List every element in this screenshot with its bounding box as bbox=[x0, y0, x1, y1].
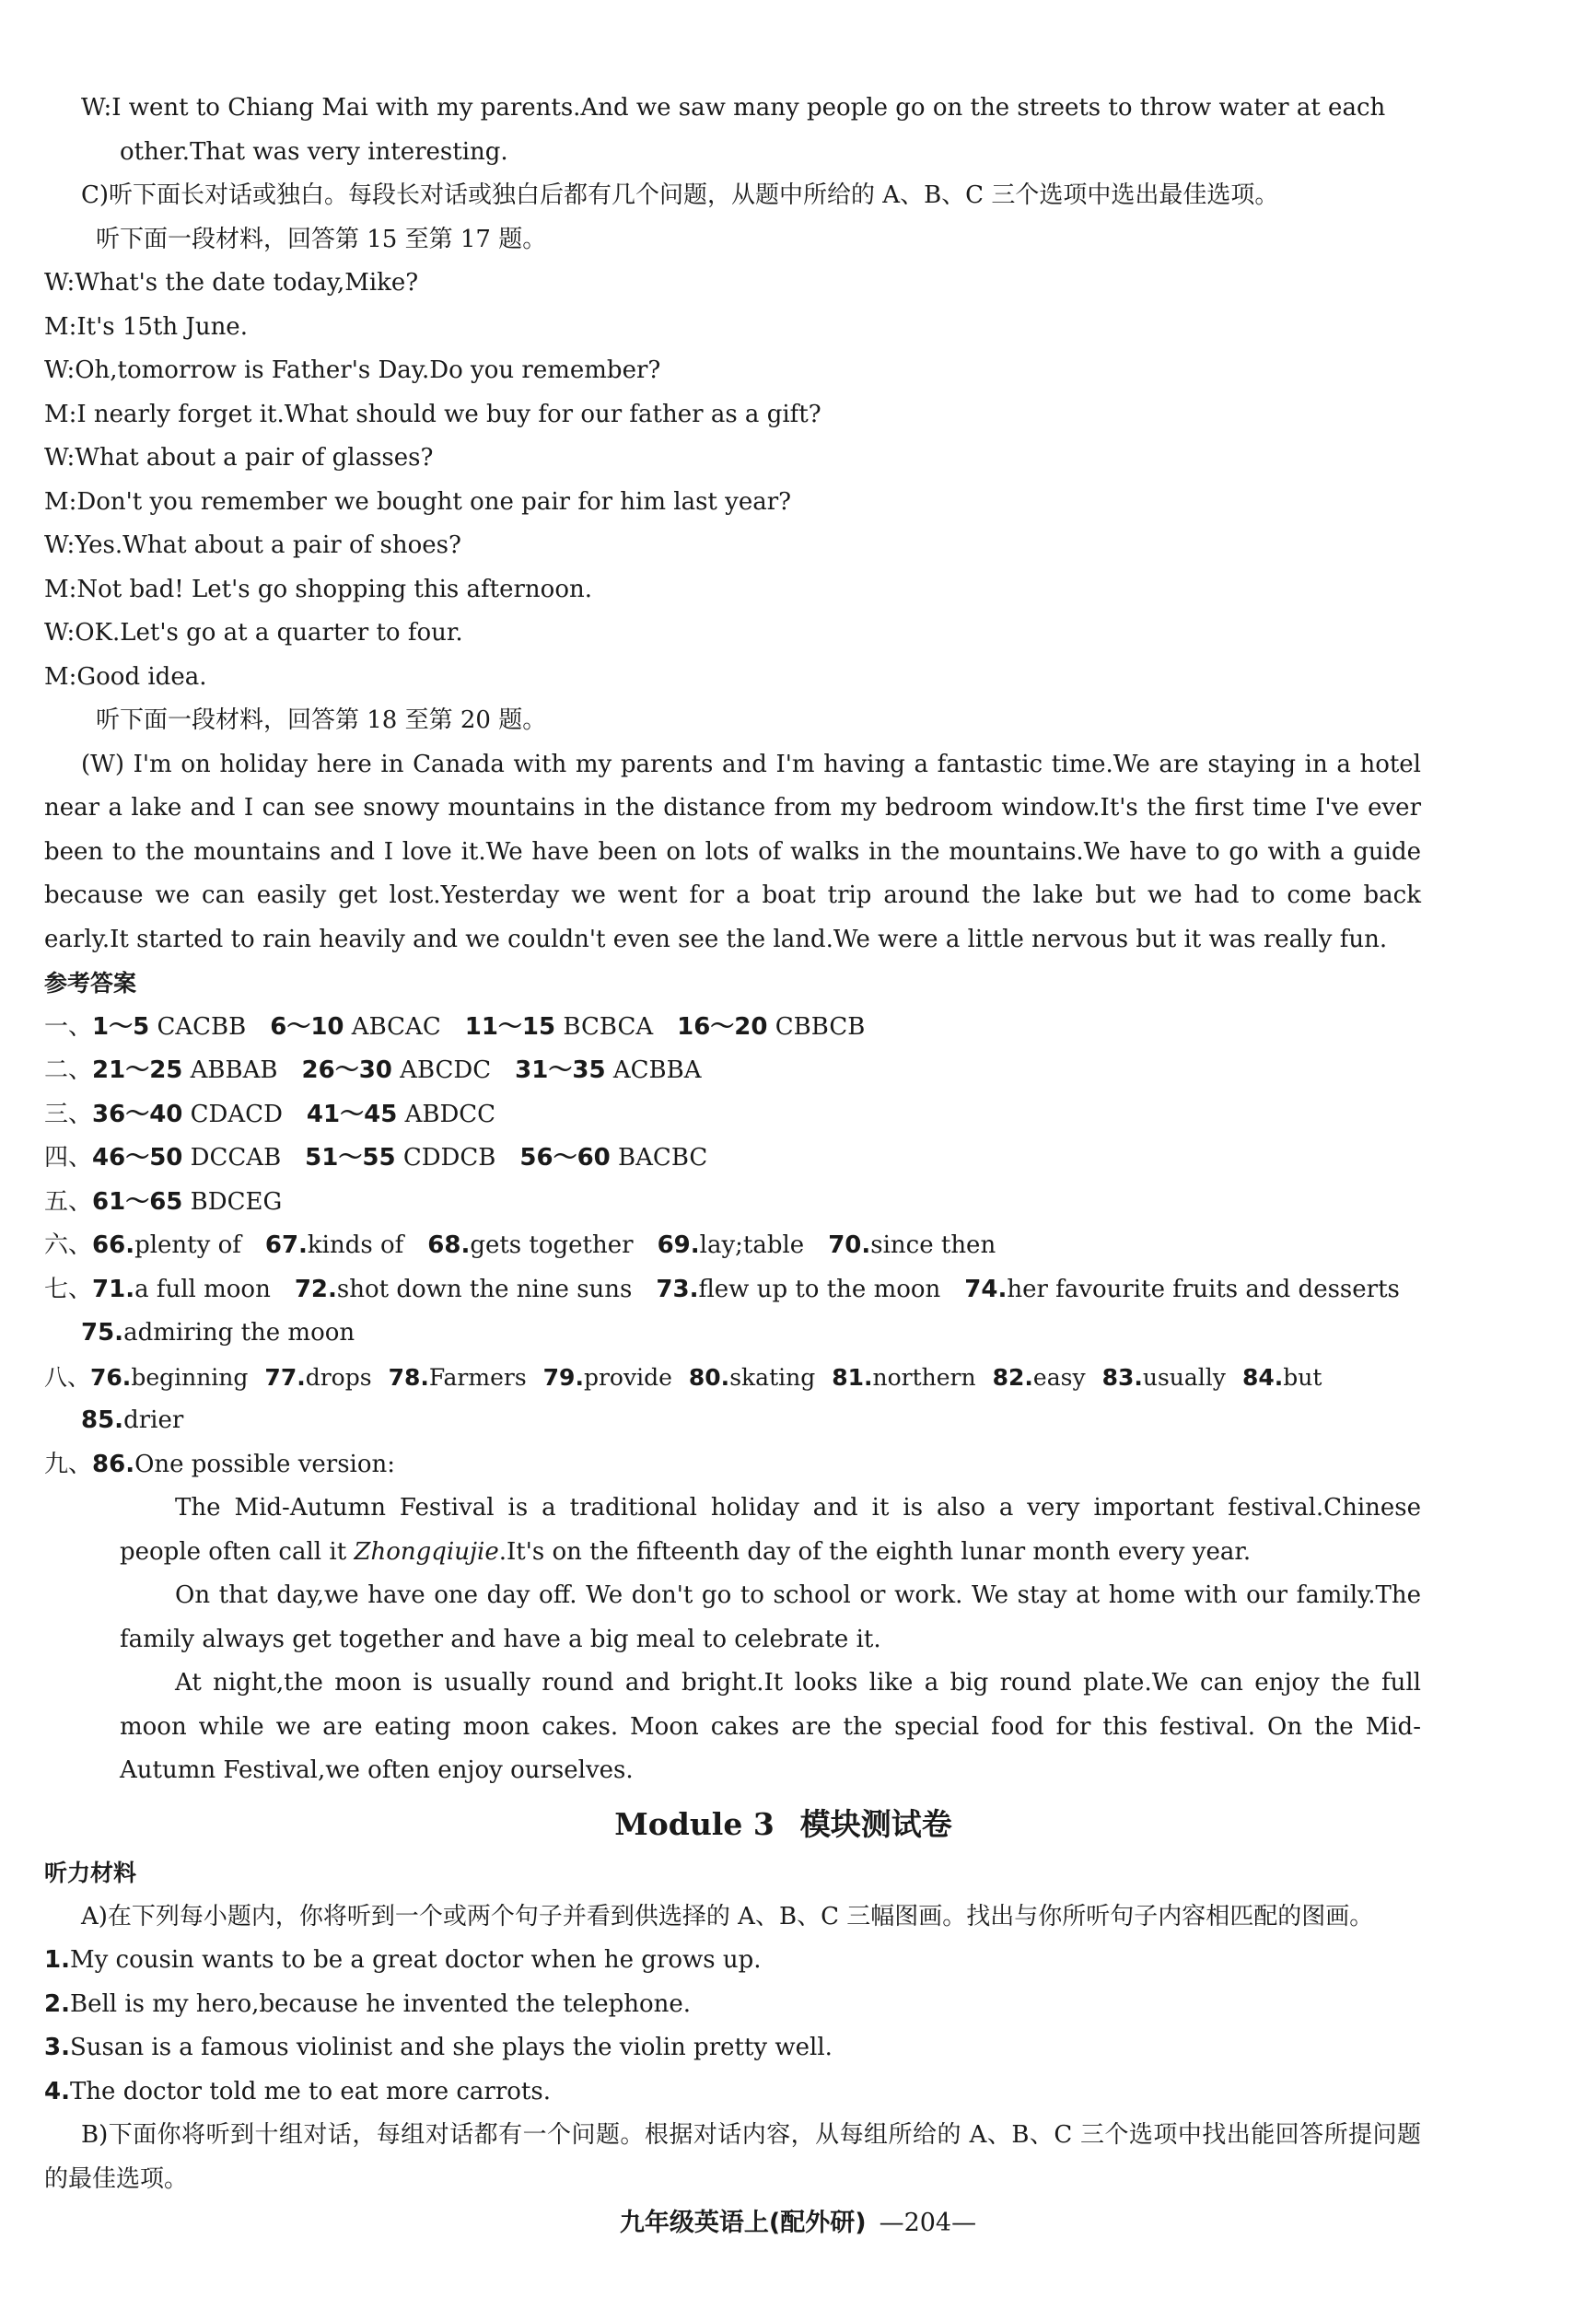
material2-intro: 听下面一段材料，回答第 18 至第 20 题。 bbox=[96, 706, 547, 734]
dialogue-line: M:I nearly forget it.What should we buy for our father as a gift? bbox=[44, 400, 821, 428]
list-item: 1.My cousin wants to be a great doctor when he grows up. bbox=[44, 1946, 762, 1974]
listening-heading: 听力材料 bbox=[44, 1860, 137, 1886]
dialogue-line: W:What about a pair of glasses? bbox=[44, 444, 434, 472]
dialogue-line: W:Yes.What about a pair of shoes? bbox=[44, 531, 461, 559]
material1-dialogue bbox=[44, 262, 1421, 699]
essay bbox=[44, 1487, 1421, 1793]
answer-row-6: 六、66.plenty of 67.kinds of 68.gets together 69.lay;table 70.since then bbox=[44, 1231, 996, 1259]
dialogue-line: W:I went to Chiang Mai with my parents.And we saw many people go on the streets to throw water at each bbox=[81, 94, 1386, 122]
list-item: 3.Susan is a famous violinist and she plays the violin pretty well. bbox=[44, 2034, 833, 2061]
material1-intro: 听下面一段材料，回答第 15 至第 17 题。 bbox=[96, 225, 547, 253]
essay-paragraph-2: On that day,we have one day off. We don't go to school or work. We stay at home with our family.The family always get together and have a big meal to celebrate it. bbox=[120, 1581, 1421, 1653]
answer-row-8: 八、76.beginning 77.drops 78.Farmers 79.provide 80.skating 81.northern 82.easy 83.usually 84.but bbox=[44, 1363, 1322, 1391]
dialogue-line: M:Not bad! Let's go shopping this afternoon. bbox=[44, 575, 592, 603]
answer-row-1: 一、1～5 CACBB 6～10 ABCAC 11～15 BCBCA 16～20 CBBCB bbox=[44, 1012, 866, 1041]
answer-row-5: 五、61～65 BDCEG bbox=[44, 1187, 283, 1216]
page-number: —204— bbox=[879, 2209, 977, 2237]
dialogue-line: W:Oh,tomorrow is Father's Day.Do you remember? bbox=[44, 356, 661, 384]
dialogue-line: W:OK.Let's go at a quarter to four. bbox=[44, 619, 463, 647]
answer-row-7-cont: 75.admiring the moon bbox=[81, 1319, 355, 1347]
answer-row-9: 九、86.One possible version: bbox=[44, 1450, 396, 1478]
answers-heading: 参考答案 bbox=[44, 970, 137, 997]
answer-row-7: 七、71.a full moon 72.shot down the nine suns 73.flew up to the moon 74.her favourite fruits and desserts bbox=[44, 1275, 1400, 1303]
dialogue-line: M:It's 15th June. bbox=[44, 312, 248, 341]
essay-paragraph-1: The Mid-Autumn Festival is a traditional holiday and it is also a very important festival.Chinese people often call it Zhongqiujie.It's on the fifteenth day of the eighth lunar month every year. bbox=[120, 1494, 1421, 1566]
module-title: Module 3 模块测试卷 bbox=[614, 1805, 952, 1842]
answer-row-3: 三、36～40 CDACD 41～45 ABDCC bbox=[44, 1100, 496, 1128]
answer-row-2: 二、21～25 ABBAB 26～30 ABCDC 31～35 ACBBA bbox=[44, 1056, 702, 1084]
footer-label: 九年级英语上(配外研) bbox=[619, 2209, 867, 2237]
section-a-instruction: A)在下列每小题内，你将听到一个或两个句子并看到供选择的 A、B、C 三幅图画。找出与你所听句子内容相匹配的图画。 bbox=[81, 1902, 1374, 1930]
dialogue-line: W:What's the date today,Mike? bbox=[44, 269, 419, 297]
dialogue-line: other.That was very interesting. bbox=[120, 137, 508, 166]
answer-row-4: 四、46～50 DCCAB 51～55 CDDCB 56～60 BACBC bbox=[44, 1144, 708, 1172]
dialogue-line: M:Good idea. bbox=[44, 662, 207, 691]
answer-row-8-cont: 85.drier bbox=[81, 1406, 184, 1434]
section-b-instruction: B)下面你将听到十组对话，每组对话都有一个问题。根据对话内容，从每组所给的 A、B、C 三个选项中找出能回答所提问题的最佳选项。 bbox=[44, 2121, 1421, 2193]
section-c-instruction: C)听下面长对话或独白。每段长对话或独白后都有几个问题，从题中所给的 A、B、C 三个选项中选出最佳选项。 bbox=[81, 181, 1279, 209]
dialogue-line: M:Don't you remember we bought one pair for him last year? bbox=[44, 487, 792, 516]
list-item: 4.The doctor told me to eat more carrots. bbox=[44, 2077, 551, 2105]
material2-monologue: (W) I'm on holiday here in Canada with my parents and I'm having a fantastic time.We are staying in a hotel near a lake and I can see snowy mountains in the distance from my bedroom window.It's the first time I've ever been to the mountains and I love it.We have been on lots of walks in the mountains.We have to go with a guide because we can easily get lost.Yesterday we went for a boat trip around the lake but we had to come back early.It started to rain heavily and we couldn't even see the land.We were a little nervous but it was really fun. bbox=[44, 750, 1421, 953]
essay-paragraph-3: At night,the moon is usually round and bright.It looks like a big round plate.We can enjoy the full moon while we are eating moon cakes. Moon cakes are the special food for this festival. On the Mid-Autumn Festival,we often enjoy ourselves. bbox=[120, 1669, 1421, 1784]
list-item: 2.Bell is my hero,because he invented the telephone. bbox=[44, 1989, 692, 2018]
page-footer bbox=[0, 2201, 1596, 2245]
